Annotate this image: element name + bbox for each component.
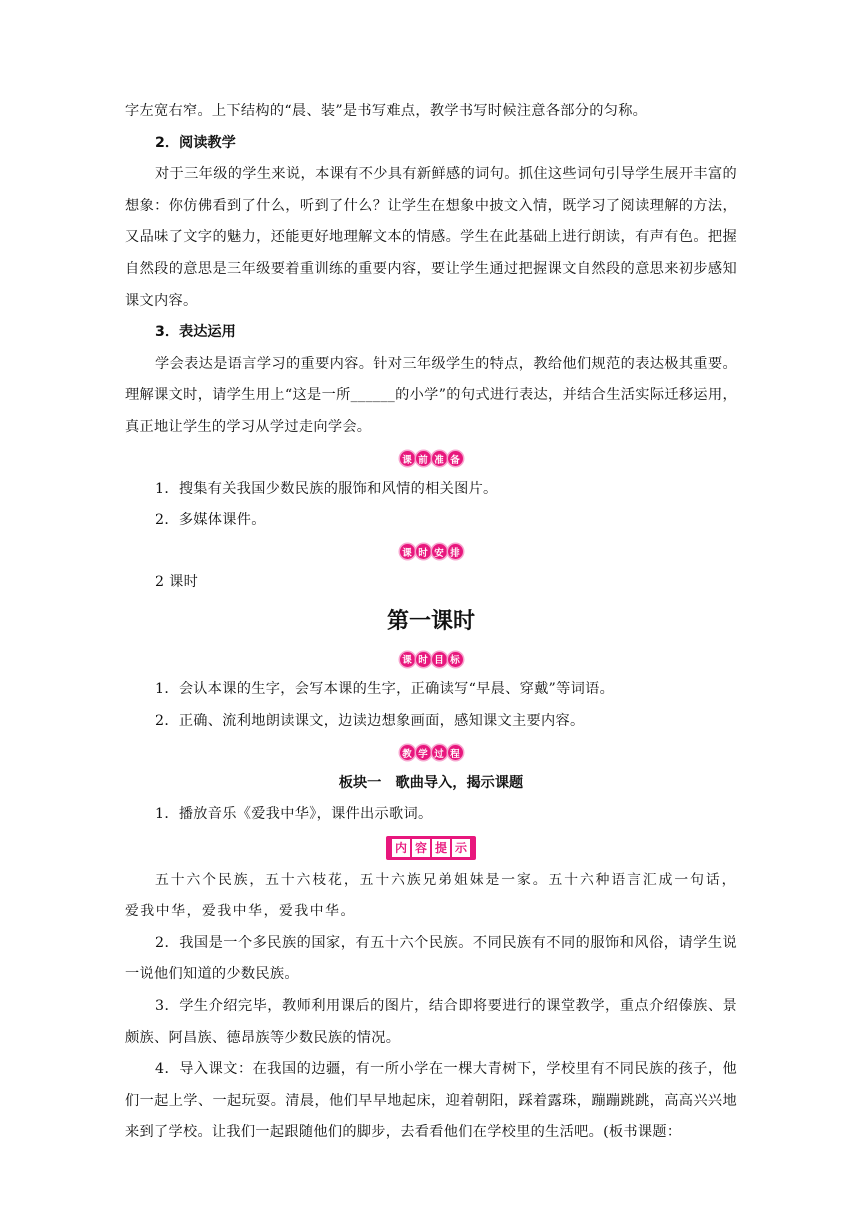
section-title: 板块一 歌曲导入，揭示课题 (338, 774, 524, 791)
badge-char: 备 (448, 451, 463, 466)
heading-reading-teaching: 2．阅读教学 (155, 134, 236, 151)
step-item: 1．播放音乐《爱我中华》，课件出示歌词。 (155, 806, 433, 823)
badge-char: 学 (416, 745, 431, 760)
badge-schedule (125, 537, 737, 567)
badge-char: 过 (432, 745, 447, 760)
badge-char: 程 (448, 745, 463, 760)
badge-char: 排 (448, 544, 463, 559)
paragraph-writing-tail: 字左宽右窄。上下结构的“晨、装”是书写难点，教学书写时候注意各部分的匀称。 (125, 103, 648, 119)
song-lyrics: 五十六个民族，五十六枝花，五十六族兄弟姐妹是一家。五十六种语言汇成一句话，爱我中华，爱我中华，爱我中华。 (125, 871, 737, 920)
lesson-title: 第一课时 (386, 609, 475, 635)
prep-item: 1．搜集有关我国少数民族的服饰和风情的相关图片。 (155, 480, 498, 497)
badge-char: 教 (400, 745, 415, 760)
content-tip-label (125, 831, 737, 865)
document-page (125, 0, 737, 1149)
tip-char: 示 (452, 839, 470, 857)
badge-char: 时 (416, 652, 431, 667)
badge-char: 课 (400, 451, 415, 466)
heading-expression: 3．表达运用 (155, 324, 236, 341)
badge-prep (125, 444, 737, 474)
paragraph-reading-teaching: 对于三年级的学生来说，本课有不少具有新鲜感的词句。抓住这些词句引导学生展开丰富的想象：你仿佛看到了什么，听到了什么？让学生在想象中披文入情，既学习了阅读理解的方法，又品味了文字的魅力，还能更好地理解文本的情感。学生在此基础上进行朗读，有声有色。把握自然段的意思是三年级要着重训练的重要内容，要让学生通过把握课文自然段的意思来初步感知课文内容。 (125, 166, 737, 309)
badge-char: 标 (448, 652, 463, 667)
badge-char: 安 (432, 544, 447, 559)
badge-process (125, 738, 737, 768)
badge-char: 时 (416, 544, 431, 559)
tip-char: 内 (392, 839, 410, 857)
badge-char: 准 (432, 451, 447, 466)
badge-char: 目 (432, 652, 447, 667)
schedule-text: 2 课时 (155, 573, 199, 590)
step-item: 3．学生介绍完毕，教师利用课后的图片，结合即将要进行的课堂教学，重点介绍傣族、景颇族、阿昌族、德昂族等少数民族的情况。 (125, 998, 737, 1046)
goal-item: 2．正确、流利地朗读课文，边读边想象画面，感知课文主要内容。 (155, 712, 585, 729)
badge-goals (125, 644, 737, 674)
step-item: 4．导入课文：在我国的边疆，有一所小学在一棵大青树下，学校里有不同民族的孩子，他们一起上学、一起玩耍。清晨，他们早早地起床，迎着朝阳，踩着露珠，蹦蹦跳跳，高高兴兴地来到了学校。让我们一起跟随他们的脚步，去看看他们在学校里的生活吧。(板书课题： (125, 1061, 737, 1141)
badge-char: 课 (400, 544, 415, 559)
tip-char: 容 (412, 839, 430, 857)
prep-item: 2．多媒体课件。 (155, 512, 266, 529)
tip-char: 提 (432, 839, 450, 857)
goal-item: 1．会认本课的生字，会写本课的生字，正确读写“早晨、穿戴”等词语。 (155, 681, 615, 698)
badge-char: 前 (416, 451, 431, 466)
step-item: 2．我国是一个多民族的国家，有五十六个民族。不同民族有不同的服饰和风俗，请学生说一说他们知道的少数民族。 (125, 934, 737, 983)
badge-char: 课 (400, 652, 415, 667)
paragraph-expression: 学会表达是语言学习的重要内容。针对三年级学生的特点，教给他们规范的表达极其重要。理解课文时，请学生用上“这是一所______的小学”的句式进行表达，并结合生活实际迁移运用，真正地让学生的学习从学过走向学会。 (125, 355, 737, 435)
